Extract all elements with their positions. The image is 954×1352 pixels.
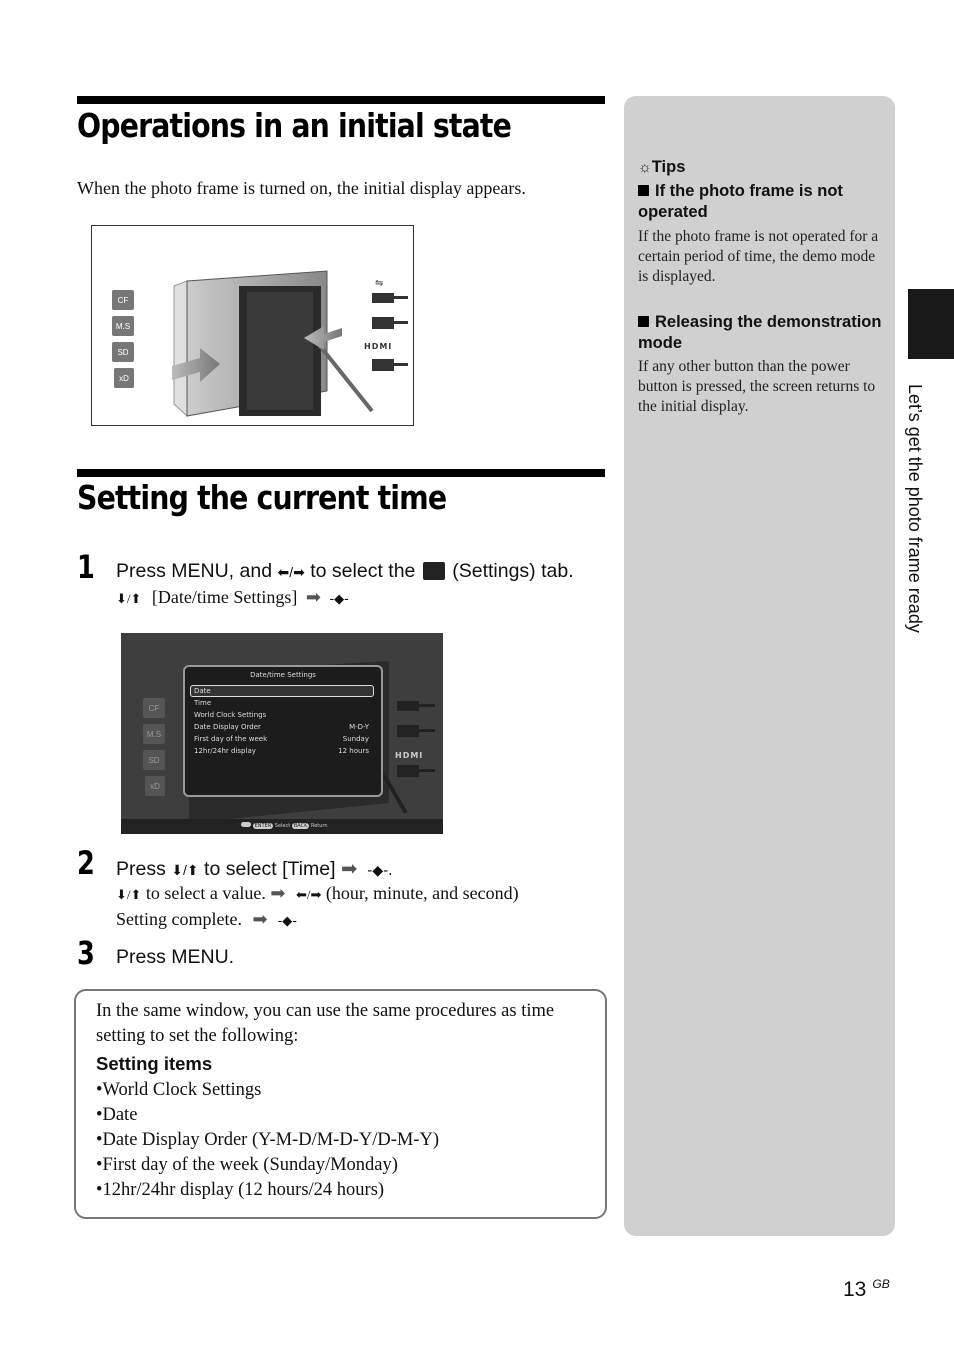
section-title-2: Setting the current time [77,478,447,517]
footer-back-key: BACK [293,823,308,829]
menu-row-label[interactable]: Date Display Order [194,723,261,731]
photo-frame-illustration [92,226,413,425]
chapter-tab-text: Let’s get the photo frame ready [905,384,925,633]
lightbulb-icon: ☼ [638,159,652,176]
menu-row-label[interactable]: Date [194,687,211,695]
step-1-text-a: Press MENU, and [116,560,278,582]
down-up-arrows-icon: ⬇/⬆ [116,591,142,606]
date-time-settings-screen [121,633,443,834]
photo-frame-figure [91,225,414,426]
menu-row-label[interactable]: First day of the week [194,735,268,743]
menu-title: Date/time Settings [250,671,316,679]
step-1-number: 1 [77,548,95,586]
step-2-number: 2 [77,844,95,882]
enter-icon: -◆- [277,914,297,929]
sd-slot-label: SD [117,347,129,357]
footer-nav-icon [241,822,251,827]
section-rule-1 [77,96,605,104]
tips-sidebar [624,96,895,1236]
settings-tab-icon [423,562,445,580]
next-arrow-icon: ➡ [252,909,268,929]
xd-slot-label: xD [119,373,129,383]
page-number [843,1278,890,1302]
bullet-square-icon [638,185,649,196]
ms-slot-label: M.S [115,321,131,331]
menu-row-label[interactable]: 12hr/24hr display [194,747,256,755]
page-number-value: 13 [843,1278,867,1301]
step-2-line-3 [116,909,297,930]
next-arrow-icon: ➡ [270,883,286,903]
tip1-body: If the photo frame is not operated for a certain period of time, the demo mode is displayed. [638,228,879,285]
step-2-line-2-a: to select a value. [141,883,271,903]
step-3-text: Press MENU. [116,946,235,968]
tip2-body: If any other button than the power button is pressed, the screen returns to the initial display. [638,358,876,415]
tip2-heading [638,312,883,354]
bullet-square-icon [638,316,649,327]
setting-items-box [74,989,607,1219]
tips-label: Tips [651,158,686,176]
screen-footer [241,822,328,829]
step-1-sub-text: [Date/time Settings] [151,587,298,607]
step-2-line-2-b: (hour, minute, and second) [321,883,519,903]
box-intro: In the same window, you can use the same procedures as time setting to set the following: [96,1001,555,1046]
tips-header [638,157,685,178]
box-item: •World Clock Settings [96,1080,262,1100]
screen-xd-label: xD [150,781,160,791]
screen-sd-label: SD [148,755,160,765]
left-right-arrows-icon: ⬅/➡ [277,564,305,580]
page-number-suffix: GB [872,1277,890,1291]
step-2-line-3-text: Setting complete. [116,909,247,929]
down-up-arrows-icon: ⬇/⬆ [171,862,199,878]
menu-row-value: M-D-Y [349,723,369,731]
menu-row-label[interactable]: Time [194,699,212,707]
screen-ms-label: M.S [146,729,162,739]
step-2-text-a: Press [116,858,172,880]
intro-text: When the photo frame is turned on, the initial display appears. [77,178,526,198]
menu-highlight [190,685,374,697]
down-up-arrows-icon: ⬇/⬆ [116,887,142,902]
tip2-heading-text: Releasing the demonstration mode [638,313,882,352]
step-2-text-b: to select [Time] [198,858,341,880]
menu-row-label[interactable]: World Clock Settings [194,711,267,719]
step-1-text [116,560,574,583]
cf-slot-label: CF [117,295,129,305]
step-1-sub [116,587,349,608]
tip1-heading [638,181,883,223]
menu-row-value: Sunday [342,735,369,743]
enter-icon: -◆- [329,592,349,607]
section-title-1: Operations in an initial state [77,106,511,145]
next-arrow-icon: ➡ [305,587,321,607]
chapter-tab [908,289,954,359]
box-item: •Date [96,1105,138,1125]
step-1-text-c: (Settings) tab. [446,560,574,582]
step-1-text-b: to select the [304,560,421,582]
hdmi-label: HDMI [364,342,393,351]
tip1-heading-text: If the photo frame is not operated [638,182,843,221]
box-item: •Date Display Order (Y-M-D/M-D-Y/D-M-Y) [96,1130,439,1150]
section-rule-2 [77,469,605,477]
screen-hdmi-label: HDMI [395,751,424,760]
next-arrow-icon: ➡ [340,858,358,880]
left-right-arrows-icon: ⬅/➡ [295,887,322,902]
footer-select: Select [274,823,291,829]
step-3-number: 3 [77,934,95,972]
footer-enter-key: ENTER [254,823,272,829]
box-item: •First day of the week (Sunday/Monday) [96,1155,398,1175]
usb-icon: ⇋ [375,278,384,289]
footer-return: Return [310,823,328,829]
menu-row-value: 12 hours [338,747,369,755]
settings-menu [183,665,383,797]
box-item: •12hr/24hr display (12 hours/24 hours) [96,1180,385,1200]
box-heading: Setting items [96,1053,213,1074]
enter-icon: -◆-. [367,863,393,879]
step-2-line-2 [116,883,519,904]
step-2-text [116,857,393,881]
screen-cf-label: CF [148,703,160,713]
